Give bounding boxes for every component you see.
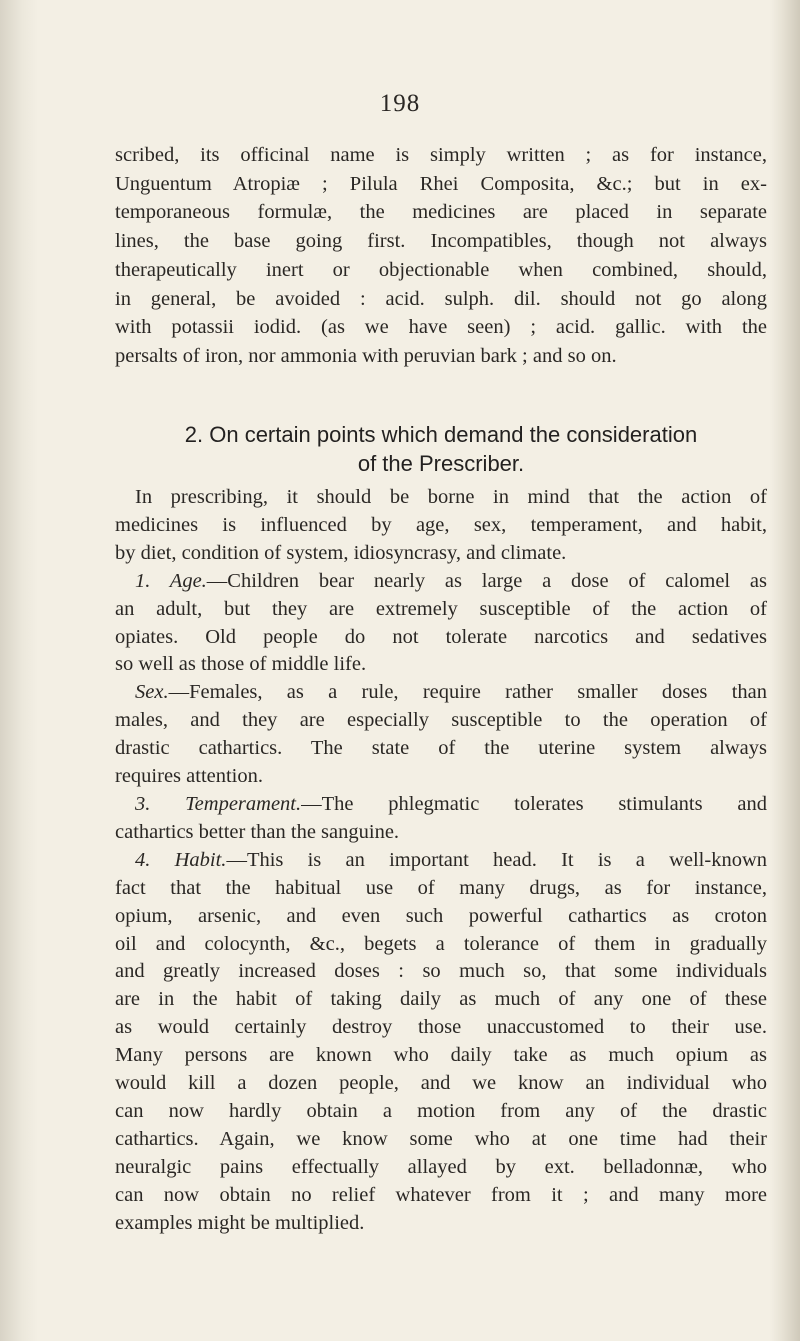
intro-paragraph (115, 141, 767, 371)
text-line: Unguentum Atropiæ ; Pilula Rhei Composita, &c.; but in ex- (115, 172, 767, 195)
text-line: persalts of iron, nor ammonia with peruvian bark ; and so on. (115, 344, 617, 367)
text-line: would kill a dozen people, and we know an individual who (115, 1072, 767, 1095)
text-line: in general, be avoided : acid. sulph. dil. should not go along (115, 287, 767, 310)
text-line: Many persons are known who daily take as much opium as (115, 1044, 767, 1067)
text-line: with potassii iodid. (as we have seen) ; acid. gallic. with the (115, 316, 767, 339)
text-line: examples might be multiplied. (115, 1211, 365, 1234)
text-line: neuralgic pains effectually allayed by ext. belladonnæ, who (115, 1155, 767, 1178)
page-number: 198 (379, 90, 421, 117)
text-line: —The phlegmatic tolerates stimulants and (301, 792, 767, 815)
text-line: cathartics. Again, we know some who at one time had their (115, 1127, 767, 1150)
text-line: as would certainly destroy those unaccustomed to their use. (115, 1016, 767, 1039)
sex-label: Sex. (135, 681, 169, 704)
text-line: males, and they are especially susceptible to the operation of (115, 709, 767, 732)
text-line: oil and colocynth, &c., begets a tolerance of them in gradually (115, 932, 767, 955)
text-line: —Children bear nearly as large a dose of calomel as (206, 569, 767, 592)
text-line: In prescribing, it should be borne in mind that the action of (135, 486, 767, 508)
text-line: cathartics better than the sanguine. (115, 820, 400, 843)
text-line: lines, the base going first. Incompatibles, though not always (115, 230, 767, 253)
text-line: are in the habit of taking daily as much of any one of these (115, 988, 767, 1011)
text-line: opium, arsenic, and even such powerful cathartics as croton (115, 904, 767, 927)
age-paragraph-first-line (115, 568, 767, 596)
text-line: —This is an important head. It is a well-known (226, 848, 768, 871)
section-heading-line: 2. On certain points which demand the consideration (184, 422, 698, 447)
text-line: therapeutically inert or objectionable when combined, should, (115, 258, 767, 281)
text-line: temporaneous formulæ, the medicines are placed in separate (115, 201, 767, 224)
text-line: and greatly increased doses : so much so, that some individuals (115, 960, 767, 983)
text-line: so well as those of middle life. (115, 653, 367, 676)
text-line: can now obtain no relief whatever from it ; and many more (115, 1183, 767, 1206)
text-line: by diet, condition of system, idiosyncrasy, and climate. (115, 541, 567, 564)
habit-label: 4. Habit. (135, 848, 227, 871)
page-edge-left (0, 0, 38, 1341)
text-line: —Females, as a rule, require rather smaller doses than (168, 681, 767, 704)
text-line: medicines is influenced by age, sex, temperament, and habit, (115, 513, 767, 536)
sex-paragraph-first-line (115, 679, 767, 707)
text-line: an adult, but they are extremely susceptible of the action of (115, 597, 767, 620)
text-line: drastic cathartics. The state of the uterine system always (115, 737, 767, 760)
text-line: opiates. Old people do not tolerate narcotics and sedatives (115, 625, 767, 648)
age-label: 1. Age. (135, 569, 207, 592)
text-line: requires attention. (115, 765, 264, 788)
text-line: can now hardly obtain a motion from any of the drastic (115, 1099, 767, 1122)
section-heading-line: of the Prescriber. (357, 451, 525, 476)
section-body (115, 484, 767, 1237)
temperament-label: 3. Temperament. (135, 792, 302, 815)
text-line: scribed, its officinal name is simply written ; as for instance, (115, 144, 767, 166)
text-line: fact that the habitual use of many drugs, as for instance, (115, 876, 767, 899)
temperament-paragraph-first-line (115, 791, 767, 819)
page-edge-right (770, 0, 800, 1341)
section-heading (115, 420, 767, 478)
habit-paragraph-first-line (115, 847, 767, 875)
